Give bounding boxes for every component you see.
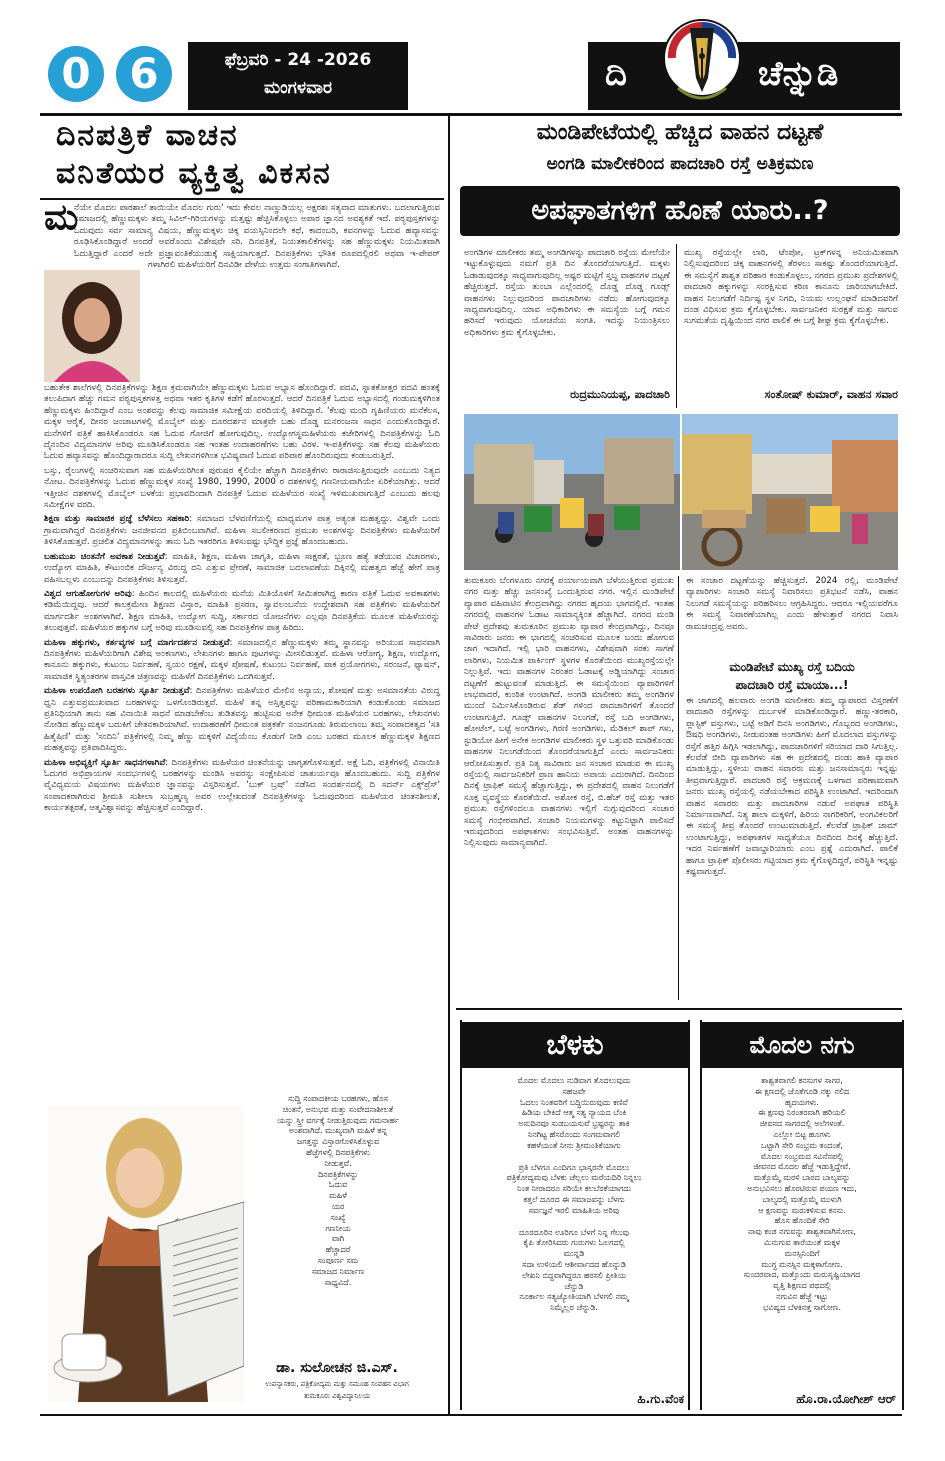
nagu-line: ಸುಂದರವಾದ, ಮತ್ತೊಂದು ಮರುಸೃಷ್ಟಿಯಾಗದ	[743, 1270, 861, 1280]
right-col-b: ಈ ಸಂಚಾರ ದಟ್ಟಣೆಯನ್ನು ಹೆಚ್ಚಿಸುತ್ತದೆ. 2024 ರಲ್ಲಿ, ಮಂಡಿಪೇಟೆ ವ್ಯಾಪಾರಿಗಳು ಸಂಚಾರಿ ಸಮಸ್ಯೆ ನಿವಾರಿಸಲು ಪ್ರತಿಭಟನೆ ನಡೆಸಿ, ವಾಹನ ನಿಲುಗಡೆ ಸಮಸ್ಯೆಯನ್ನು ಪರಿಹರಿಸಲು ಆಗ್ರಹಿಸಿದ್ದರು. ಆದರೂ ಇಲ್ಲಿಯವರೆಗೂ ಈ ಸಮಸ್ಯೆ ನಿವಾರಣೆಯಾಗಿಲ್ಲ ಎಂದು ಹೇಳುತ್ತಾರೆ ನಗರದ ನಿವಾಸಿ ರಾಮಚಂದ್ರಪ್ಪ ಅವರು.	[686, 576, 898, 632]
left-closing-poem	[236, 1094, 440, 1288]
belaku-line: ಪ್ರತಿ ಬೆಳಗೂ ಎಂದಿಗೂ ಭಾಸ್ಕರನೇ ಮೊದಲು	[518, 1162, 630, 1172]
closing-line: ಯರ	[331, 1201, 345, 1211]
author-name: ಡಾ. ಸುಲೋಚನ ಜಿ.ಎಸ್.	[276, 1360, 398, 1376]
date-block	[188, 42, 408, 110]
left-dropcap: ಮ	[44, 197, 79, 238]
nagu-line: ಮುಗ್ಧ ಮನಸ್ಸಿನ ಮಕ್ಕಳಾಗೋಣ.	[761, 1259, 843, 1269]
left-sec4-text: : ಸಮಾಜದಲ್ಲಿನ ಹೆಣ್ಣುಮಕ್ಕಳು ತಮ್ಮ ಸ್ಥಾನವನ್ನು ಅರಿಯುವ ಸಾಧನವಾಗಿ ದಿನಪತ್ರಿಕೆಗಳು ಮಹಿಳೆಯರಿಗಾಗಿ ವಿಶೇಷ ಅಂಕಣಗಳು, ಲೇಖನಗಳು ಹಾಗೂ ಪುಟಗಳನ್ನು ಮೀಸಲಿಡುತ್ತವೆ. ಮಹಿಳಾ ಆರೋಗ್ಯ, ಶಿಕ್ಷಣ, ಉದ್ಯೋಗ, ಕಾನೂನು ಹಕ್ಕುಗಳು, ಕುಟುಂಬ ನಿರ್ವಹಣೆ, ಸ್ವಯಂ ರಕ್ಷಣೆ, ಮಕ್ಕಳ ಪೋಷಣೆ, ಕುಟುಂಬ ನಿರ್ವಹಣೆ, ಪಾಕ ಪ್ರಯೋಗಗಳು, ಸರಂಜನೆ, ಫ್ಯಾಷನ್, ಸಾಮಾಜಿಕ ಸ್ಥಿತ್ಯಂತರಗಳ ವಾಸ್ತವಿಕ ಚಿತ್ರಣವನ್ನು ಮಹಿಳೆಗೆ ದಿನಪತ್ರಿಕೆಗಳು ಒದಗಿಸುತ್ತವೆ.	[44, 637, 440, 682]
left-sec6-head: ಮಹಿಳಾ ಅಭಿವ್ಯಕ್ತಿಗೆ ಸ್ಫೂರ್ತಿ ಸಾಧನಗಳಾಗಿವೆ	[44, 757, 166, 768]
closing-line: ಜಗತ್ತನ್ನು ವಿಸ್ತಾರಗೊಳಿಸಿಕೊಳ್ಳುವ	[296, 1137, 380, 1147]
closing-line: ನೀಡುತ್ತವೆ.	[324, 1158, 352, 1168]
belaku-poem	[464, 1076, 684, 1314]
date-text: ಫೆಬ್ರವರಿ - 24 -2026	[224, 50, 372, 70]
nagu-line: ಹೃದಯಗಳು.	[785, 1097, 819, 1107]
letters-divider	[676, 244, 677, 408]
belaku-author: ಹಿ.ಗು.ವೆಂಕ	[637, 1392, 684, 1406]
letter-2-signature: ಸಂತೋಷ್ ಕುಮಾರ್, ವಾಹನ ಸವಾರ	[764, 388, 898, 401]
belaku-line: ಕತ್ತಲೆ ದೂರದ ಈ ಸಮಾಜವನ್ನು ಬೆಳಗು	[523, 1194, 625, 1204]
left-sec3	[44, 589, 440, 635]
left-body-1: ಬಹುತೇಕ ಶಾಲೆಗಳಲ್ಲಿ ದಿನಪತ್ರಿಕೆಗಳನ್ನು ಶಿಕ್ಷಣ ಕ್ರಮವಾಗಿಯೇ ಹೆಣ್ಣುಮಕ್ಕಳು ಓದುವ ಅಭ್ಯಾಸ ಹೊಂದಿದ್ದಾರೆ. ಪದವಿ, ಸ್ನಾತಕೋತ್ತರ ಪದವಿ ಹಂತಕ್ಕೆ ತಲುಪಿದಾಗ ಹೆಚ್ಚು ಗಮನ ಪಠ್ಯಪುಸ್ತಕಗಳತ್ತ ಅಥವಾ ಇತರ ಕೃತಿಗಳ ಕಡೆಗೆ ಹೊರಳುತ್ತದೆ. ಆದರೆ ದಿನಪತ್ರಿಕೆ ಓದುವ ಅಭ್ಯಾಸದಲ್ಲಿ ಗಂಡುಮಕ್ಕಳಿಗಿಂತ ಹೆಣ್ಣುಮಕ್ಕಳು ಹಿಂದಿದ್ದಾರೆ ಎಂಬ ಅಂಶವನ್ನು ಕೆಲವು ಸಾಮಾಜಿಕ ಸಮೀಕ್ಷೆಯ ವರದಿಯಲ್ಲಿ ತಿಳಿದಿದ್ದಾರೆ. 'ಕೆಲವು ಮಂದಿ ಗೃಹಿಣಿಯರು ಮನೆಕೆಲಸ, ಮಕ್ಕಳ ಆರೈಕೆ, ದೀನರ ಜಂಜಾಟಗಳಲ್ಲಿ ಮೊಬೈಲ್ ಮತ್ತು ದೂರದರ್ಶನ ಮಾತ್ರವೇ ಬಹು ದೊಡ್ಡ ಮನರಂಜನಾ ಸಾಧನ ಎಂದುಕೊಂಡಿದ್ದಾರೆ. ಮನೆಗಳಿಗೆ ಪತ್ರಿಕೆ ಹಾಕಿಸಿಕೊಂಡರೂ ಸಹ ಓದುವ ಗೋಜಿಗೆ ಹೋಗುವುದಿಲ್ಲ. ಉದ್ಯೋಗಸ್ಥಮಹಿಳೆಯರು ಕಚೇರಿಗಳಲ್ಲಿ ದಿನಪತ್ರಿಕೆಗಳನ್ನು ಓದಿ ದೈನಂದಿನ ವಿದ್ಯಮಾನಗಳ ಅರಿವು ಮೂಡಿಸಿಕೊಂಡರೂ ಸಹ ಇಂತಹ ಉದಾಹರಣೆಗಳು ಬಹು ವಿರಳ. ಇ-ಪತ್ರಿಕೆಗಳನ್ನು ಸಹ ಕೆಲವು ಮಹಿಳೆಯರು ಓದುವ ಹವ್ಯಾಸವನ್ನು ಹೊಂದಿದ್ದಾರಾದರೂ ಸುದ್ದಿ ಲೇಖನಗಳಿಗಿಂತ ಭವಿಷ್ಯವಾಣಿ ಓದುವ ಪರಿಪಾಠ ಹೊಂದಿರುವುದು ಕಂಡುಬರುತ್ತಿದೆ.	[44, 383, 440, 462]
left-sec5	[44, 686, 440, 754]
traffic-photo-1	[464, 414, 680, 570]
left-body-2: ಬಸ್ಸು, ರೈಲುಗಳಲ್ಲಿ ಸಂಚರಿಸುವಾಗ ಸಹ ಮಹಿಳೆಯರಿಗಿಂತ ಪುರುಷರ ಕೈಲಿಯೇ ಹೆಚ್ಚಾಗಿ ದಿನಪತ್ರಿಕೆಗಳು ರಾರಾಜಿಸುತ್ತಿರುವುದೇ ಎಂಬುದು ನಿತ್ಯದ ನೋಟ. ದಿನಪತ್ರಿಕೆಗಳನ್ನು ಓದುವ ಹೆಣ್ಣುಮಕ್ಕಳ ಸಂಖ್ಯೆ 1980, 1990, 2000 ರ ದಶಕಗಳಲ್ಲಿ ಗಣನೀಯವಾಗಿಯೇ ಏರಿಕೆಯಾಗಿತ್ತು. ಆದರೆ ಇತ್ತೀಚಿನ ದಶಕಗಳಲ್ಲಿ ಮೊಬೈಲ್ ಬಳಕೆಯ ಪ್ರಭಾವದಿಂದಾಗಿ ದಿನಪತ್ರಿಕೆ ಓದುವ ಮಹಿಳೆಯರ ಸಂಖ್ಯೆ ಇಳಿಮುಖವಾಗುತ್ತಿದೆ ಎಂಬುದು ಹಲವು ಸಮೀಕ್ಷೆಗಳ ವರದಿ.	[44, 465, 440, 511]
closing-line: ಚಿಂತನೆ, ಅನುಭವ ಮತ್ತು ಸಂವೇದನಾಶೀಲತೆ	[282, 1104, 394, 1114]
closing-line: ಸಂಪೂರ್ಣ ಸಮ	[317, 1255, 359, 1265]
left-sec1-text: : ಸಮಾಜದ ಬೆಳವಣಿಗೆಯಲ್ಲಿ ಮಾಧ್ಯಮಗಳ ಪಾತ್ರ ಅತ್ಯಂತ ಮಹತ್ವದ್ದು. ವಿಶ್ವವೇ ಒಂದು ಗ್ರಾಮವಾಗಿದ್ದರೆ ದಿನಪತ್ರಿಕೆಗಳು ಜನಜೀವನದ ಪ್ರತಿಬಿಂಬವಾಗಿವೆ. ಮಹಿಳಾ ಸಬಲೀಕರಣದ ಪ್ರಮುಖ ಅಂಶಗಳನ್ನು ದಿನಪತ್ರಿಕೆಗಳು ಮಹಿಳೆಯರಿಗೆ ತಿಳಿಸಿಕೊಡುತ್ತವೆ. ಪ್ರಚಲಿತ ವಿದ್ಯಮಾನಗಳನ್ನು ತಾನು ಓದಿ ಇತರರಿಗೂ ತಿಳಿಸುವಷ್ಟು ಭೌದ್ಧಿಕ ಪ್ರಜ್ಞೆ ಹೊಂದಬಹುದು.	[44, 514, 440, 548]
belaku-line: ಓದಲು ನಿಂತವರಿಗೆ ಬದ್ಧಿಯಿರುವುದು ಕಣಿವೆ	[520, 1097, 628, 1107]
letter-1-signature: ರುದ್ರಮುನಿಯಪ್ಪ, ಪಾದಚಾರಿ	[570, 388, 670, 401]
belaku-line: ಸದಾ ಉಳಿಯಲಿ ಆಶೀರ್ವಾದದ ಹೊನ್ನುಡಿ	[522, 1259, 626, 1269]
nagu-line: ಒಟ್ಟಾಗಿ ಸೇರಿ ಸಂಭ್ರಮ ತಂದಂತೆ,	[761, 1140, 843, 1150]
left-title-rule	[40, 198, 444, 200]
sub-head-1: ಮಂಡಿಪೇಟೆ ಮುಖ್ಯ ರಸ್ತೆ ಬದಿಯ	[729, 660, 855, 674]
left-sec4	[44, 638, 440, 684]
nagu-line: ನಾವು ಕಂಡ ನಗುವನ್ನು ಶಾಶ್ವತವಾಗಿಸೋಣ,	[748, 1227, 856, 1237]
letter-1: ಅಂಗಡಿಗಳ ಮಾಲೀಕರು ತಮ್ಮ ಅಂಗಡಿಗಳನ್ನು ಪಾದಚಾರಿ ರಸ್ತೆಯ ಮೇಲೆಯೇ ಇಟ್ಟುಕೊಳ್ಳುವುದು ನಮಗೆ ಪ್ರತಿ ದಿನ ತೊಂದರೆಯಾಗುತ್ತಿದೆ. ಮಕ್ಕಳು ಓಡಾಡುವುದಕ್ಕೂ ಸಾಧ್ಯವಾಗುವುದಿಲ್ಲ ಅಷ್ಟರ ಮಟ್ಟಿಗೆ ಸ್ತಬ್ಧ ವಾಹನಗಳ ದಟ್ಟಣೆ ಹೆಚ್ಚಿರುತ್ತದೆ. ರಸ್ತೆಯ ತುಂಬಾ ಎಲ್ಲೆಂದರಲ್ಲಿ ದೊಡ್ಡ ದೊಡ್ಡ ಗೂಡ್ಸ್ ವಾಹನಗಳು ನಿಲ್ಲುವುದರಿಂದ ಪಾದಚಾರಿಗಳು ನಡೆದು ಹೋಗುವುದಕ್ಕೂ ಸಾಧ್ಯವಾಗುವುದಿಲ್ಲ. ಯಾವ ಅಧಿಕಾರಿಗಳು ಈ ಸಮಸ್ಯೆಯ ಬಗ್ಗೆ ಗಮನ ಹರಿಸದೆ ಇರುವುದು ಯೋಚನೆಯ ಸಂಗತಿ. ಇದನ್ನು ನಿಯಂತ್ರಿಸಲು ಅಧಿಕಾರಿಗಳು ಕ್ರಮ ಕೈಗೊಳ್ಳಬೇಕು.	[464, 248, 670, 338]
right-headline-2: ಅಂಗಡಿ ಮಾಲೀಕರಿಂದ ಪಾದಚಾರಿ ರಸ್ತೆ ಅತಿಕ್ರಮಣ	[546, 154, 814, 174]
nagu-line: ಈ ಕ್ಷಣದಲ್ಲಿ ಜೊತೆಗೂಡಿ ನಕ್ಕು ನಲಿದ	[754, 1086, 850, 1096]
nagu-line: ವೃತ್ತಿ ಶಿಕ್ಷಣದ ಪಥದಲ್ಲಿ	[773, 1281, 831, 1291]
pen-emblem-logo	[660, 8, 744, 112]
belaku-line: ಲೇಖನಿ ಬಿದ್ದವಾಗಿದ್ದರೂ ಹರಸಲಿ ಪ್ರೀತಿಯ	[521, 1270, 627, 1280]
letter-2: ಮುಖ್ಯ ರಸ್ತೆಯಲ್ಲೇ ಲಾರಿ, ಟೆಂಪೋ, ಟ್ರಕ್‌ಗಳನ್ನ ಅನಿಯಮಿತವಾಗಿ ನಿಲ್ಲಿಸುವುದರಿಂದ ಚಿಕ್ಕ ವಾಹನಗಳಲ್ಲಿ ತೆರಳಲು ಸಾಕಷ್ಟು ತೊಂದರೆಯಾಗುತ್ತಿದೆ. ಈ ಸಮಸ್ಯೆಗೆ ಶಾಶ್ವತ ಪರಿಹಾರ ಕಂಡುಕೊಳ್ಳಲು, ನಗರದ ಪ್ರಮುಖ ಪ್ರದೇಶಗಳಲ್ಲಿ ಪಾದಚಾರಿ ಹಕ್ಕುಗಳನ್ನು ಸಂರಕ್ಷಿಸುವ ಕಠಿಣ ಕಾನೂನು ಜಾರಿಯಾಗಬೇಕಿದೆ. ವಾಹನ ನಿಲುಗಡೆಗೆ ನಿರ್ದಿಷ್ಟ ಸ್ಥಳ ನಿಗದಿ, ನಿಯಮ ಉಲ್ಲಂಘನೆ ಮಾಡಿದವರಿಗೆ ದಂಡ ವಿಧಿಸುವ ಕ್ರಮ ಕೈಗೊಳ್ಳಬೇಕು. ಸಾರ್ವಜನಿಕರ ಸುರಕ್ಷತೆ ಮತ್ತು ಸಾಗುವ ಸುಗಮತೆಯ ದೃಷ್ಟಿಯಿಂದ ನಗರ ಪಾಲಿಕೆ ಈ ಬಗ್ಗೆ ಶೀಘ್ರ ಕ್ರಮ ಕೈಗೊಳ್ಳಬೇಕು.	[684, 248, 898, 327]
modala-nagu-title: ಮೊದಲ ನಗು	[700, 1022, 904, 1068]
nagu-line: ಮಿನುಗುವ ತಾರೆಯಂತೆ ಮಕ್ಕಳ	[763, 1237, 841, 1247]
closing-line: ಸಂಖ್ಯೆ	[330, 1212, 346, 1222]
nagu-line: ಭವಿಷ್ಯದ ಬೆಳಕಿನತ್ತ ಸಾಗೋಣ.	[762, 1302, 841, 1312]
left-article-title-1: ದಿನಪತ್ರಿಕೆ ವಾಚನ	[56, 118, 239, 153]
left-sec6	[44, 758, 440, 815]
belaku-line: ಹಿಡಿಯ ಬೇಕಿದೆ ಆತ್ಮ ಸತ್ಯ ನ್ಯಾಯದ ಬೆಂಕಿ	[521, 1108, 627, 1118]
left-sec2	[44, 552, 440, 586]
nagu-line: ಶಾಶ್ವತವಾಗಲಿ ಕನಸುಗಳ ಸಾಗರ,	[761, 1076, 843, 1085]
left-sec6-text: : ದಿನಪತ್ರಿಕೆಗಳು ಮಹಿಳೆಯರ ಚಿಂತನೆಯನ್ನು ಜಾಗೃತಗೊಳಿಸುತ್ತವೆ. ಅಕ್ಷೆ ಓದಿ, ಪತ್ರಿಕೆಗಳಲ್ಲಿ ವಿನಾಯಿತಿ ಓದುಗರ ಅಭಿಪ್ರಾಯಗಳ ಸಂದರ್ಭಗಳಲ್ಲಿ ಬರಹಗಳನ್ನು ಮಂಡಿಸಿ ಅವರನ್ನು ಸಂಕ್ಷೇಪಿಸುವ ಚಾತುರ್ಯವೂ ಹೊಂದಬಹುದು. ಸುದ್ದಿ ಪತ್ರಿಕೆಗಳ ವೈವಿಧ್ಯಮಯ ವಿಷಯಗಳು ಮಹಿಳೆಯರ ಜ್ಞಾನವನ್ನು ವಿಸ್ತರಿಸುತ್ತವೆ. 'ಬುಕ್ ಬ್ರಷ್' ನಡೆಸಿದ ಸಂದರ್ಶನದಲ್ಲಿ ದಿ ಸದರ್ನ್ ಎಕ್ಸ್‌ಪ್ರೆಸ್' ಸಂಪಾದಕರಾಗಿರುವ ಶ್ರೀಮತಿ ಸುಶೀಲಾ ಸುಬ್ರಹ್ಮಣ್ಯ ಅವರ ಉಲ್ಲೇಖದಂತೆ ದಿನಪತ್ರಿಕೆಗಳನ್ನು ಓದುವುದರಿಂದ ಮಹಿಳೆಯರ ಚಿಂತನಶೀಲತೆ, ಕಾರ್ಯತತ್ಪರತೆ, ಆತ್ಮವಿಶ್ವಾಸವನ್ನು ಹೆಚ್ಚಿಸುತ್ತವೆ ಎಂದಿದ್ದಾರೆ.	[44, 757, 440, 814]
belaku-line: ಕಹಳೆಯಂತೆ ನೀನು ಶ್ರೀಮಂತಿಕೆಯಾಗು	[527, 1140, 621, 1150]
right-col-a: ತುಮಕೂರು ಬೆಂಗಳೂರು ನಗರಕ್ಕೆ ಪರ್ಯಾಯವಾಗಿ ಬೆಳೆಯುತ್ತಿರುವ ಪ್ರಮುಖ ನಗರ ಮತ್ತು ಹೆಚ್ಚು ಜನಸಂಖ್ಯೆ ಒಂದುತ್ತಿರುವ ನಗರ. ಇಲ್ಲಿನ ಮಂಡಿಪೇಟೆ ವ್ಯಾಪಾರ ವಹಿವಾಟಿನ ಕೇಂದ್ರವಾಗಿದ್ದು ನಗರದ ಹೃದಯ ಭಾಗದಲ್ಲಿದೆ. ಇಂತಹ ನಗರದಲ್ಲಿ ವಾಹನಗಳ ಓಡಾಟ ಸಾಮಾನ್ಯಕ್ಕಿಂತ ಹೆಚ್ಚಾಗಿದೆ. ನಗರದ ಮಂಡಿ ಪೇಟೆ ಪ್ರದೇಶವು ತುಮಕೂರಿನ ಪ್ರಮುಖ ವ್ಯಾಪಾರ ಕೇಂದ್ರವಾಗಿದ್ದು, ದಿನವೂ ಸಾವಿರಾರು ಜನರು ಈ ಭಾಗದಲ್ಲಿ ಸಂಚರಿಸುವ ಮೂಲಕ ಬಂದು ಹೋಗುವ ಜಾಗ ಇದಾಗಿದೆ. ಇಲ್ಲಿ ಭಾರಿ ವಾಹನಗಳು, ವಿಶೇಷವಾಗಿ ಸರಕು ಸಾಗಣೆ ಲಾರಿಗಳು, ನಿಯಮಿತ ಪಾರ್ಕಿಂಗ್ ಸ್ಥಳಗಳ ಕೊರತೆಯಿಂದ ಮುಖ್ಯರಸ್ತೆಯಲ್ಲೇ ನಿಲ್ಲುತ್ತಿವೆ. ಇದು ವಾಹನಗಳ ನಿರಂತರ ಓಡಾಟಕ್ಕೆ ಅಡ್ಡಿಯಾಗಿದ್ದು ಸಂಚಾರ ದಟ್ಟಣೆಗೆ ಹುಟ್ಟುವಂತೆ ಮಾಡುತ್ತಿದೆ. ಈ ಸಮಸ್ಯೆಯಿಂದ ವ್ಯಾಪಾರಿಗಳಿಗೆ ಲಾಭವಾದರೆ, ಕುಂಠಿತ ಉಂಟಾಗಿದೆ. ಅಂಗಡಿ ಮಾಲೀಕರು ತಮ್ಮ ಅಂಗಡಿಗಳ ಮುಂದೆ ನಿರ್ಮಿಸಿಕೊಂಡಿರುವ ಶೆಡ್ ಗಳಿಂದ ಪಾದಚಾರಿಗಳಿಗೆ ತೊಂದರೆ ಉಂಟಾಗುತ್ತಿದೆ. ಗೂಡ್ಸ್ ವಾಹನಗಳ ನಿಲುಗಡೆ, ರಸ್ತೆ ಬದಿ ಅಂಗಡಿಗಳು, ಹೋಟೆಲ್, ಬಟ್ಟೆ ಅಂಗಡಿಗಳು, ಗಿರಣಿ ಅಂಗಡಿಗಳು, ಮೆಡಿಕಲ್ ಶಾಪ್ ಗಳು, ಸ್ಟುಡಿಯೋ ಹೀಗೆ ಅನೇಕ ಅಂಗಡಿಗಳ ಮಾಲೀಕರು ಸ್ಥಳ ಒತ್ತುವರಿ ಮಾಡಿಕೊಂಡು ವಾಹನಗಳ ನಿಲುಗಡೆಯಿಂದ ತೊಂದರೆಯಾಗುತ್ತಿದೆ ಎಂದು ಸಾರ್ವಜನಿಕರು ಆರೋಪಿಸುತ್ತಾರೆ. ಪ್ರತಿ ನಿತ್ಯ ಸಾವಿರಾರು ಜನ ಸಂಚಾರ ಮಾಡುವ ಈ ಮುಖ್ಯ ರಸ್ತೆಯಲ್ಲಿ ಸಾರ್ವಜನಿಕರಿಗೆ ಪ್ರಾಣ ಹಾನಿಯ ಅಪಾಯ ಎದುರಾಗಿದೆ. ದಿನದಿಂದ ದಿನಕ್ಕೆ ಟ್ರಾಫಿಕ್ ಸಮಸ್ಯೆ ಹೆಚ್ಚಾಗುತ್ತಿದ್ದು, ಈ ಪ್ರದೇಶದಲ್ಲಿ ವಾಹನ ನಿಲುಗಡೆಗೆ ಸೂಕ್ತ ವ್ಯವಸ್ಥೆಯ ಕೊರತೆಯಿದೆ. ಅಶೋಕ ರಸ್ತೆ, ಬಿ.ಹೆಚ್ ರಸ್ತೆ ಮತ್ತು ಇತರ ಪ್ರಮುಖ ರಸ್ತೆಗಳಿಂದಲೂ ವಾಹನಗಳು ಇಲ್ಲಿಗೆ ನುಗ್ಗುವುದರಿಂದ ಸಂಚಾರ ಸಮಸ್ಯೆ ಗಂಭೀರವಾಗಿದೆ. ಸಂಚಾರಿ ನಿಯಮಗಳನ್ನು ಕಟ್ಟುನಿಟ್ಟಾಗಿ ಪಾಲಿಸದೆ ಇರುವುದರಿಂದ ಅಪಘಾತಗಳು ಸಂಭವಿಸುತ್ತಿವೆ. ಅಂತಹ ವಾಹನಗಳನ್ನು ನಿಲ್ಲಿಸುವುದು ಸಾಮಾನ್ಯವಾಗಿದೆ.	[464, 576, 674, 849]
nagu-line: ಈ ಕ್ಷಣವು ನಿರಂತರವಾಗಿ ಹರಿಯಲಿ	[758, 1108, 846, 1118]
left-sec2-head: ಬಹುಮುಖ ಚಿಂತನೆಗೆ ಅವಕಾಶ ನೀಡುತ್ತವೆ	[44, 551, 165, 562]
closing-line: ಹೆಚ್ಚಾದರೆ	[325, 1245, 351, 1255]
nagu-line: ಮೊದಲ ಸಂಭ್ರಮದ ಸವಿನೆನಪಲ್ಲಿ	[760, 1151, 844, 1161]
closing-line: ಓದುವ	[328, 1180, 348, 1190]
closing-line: ಸಾಧ್ಯವಿದೆ.	[324, 1277, 352, 1287]
belaku-line: ನಿಮ್ಮೆಲ್ಲರ ಚೆನ್ನುಡಿ.	[550, 1303, 598, 1313]
belaku-line: ನಿನಗಿಟ್ಟ ಹೆಸರೊಂದು ಸಂಗಮವಾಗಲಿ	[527, 1129, 621, 1139]
belaku-line: ಚೆನ್ನುಡಿ	[564, 1281, 584, 1291]
left-sec4-head: ಮಹಿಳಾ ಹಕ್ಕುಗಳು, ಕರ್ತವ್ಯಗಳ ಬಗ್ಗೆ ಮಾರ್ಗದರ್ಶನ ನೀಡುತ್ತವೆ	[44, 637, 230, 648]
left-sec1	[44, 514, 440, 548]
modala-nagu-poem	[704, 1076, 900, 1314]
paper-title-right: ಚೆನ್ನುಡಿ	[758, 54, 839, 94]
closing-line: ಸಮಾಜದ ನಿರ್ಮಾಣ	[311, 1266, 365, 1276]
nagu-line: ನಗುವಿನ ಹೆಜ್ಜೆ ಇಟ್ಟು	[776, 1291, 828, 1301]
author-designation: ಉಪನ್ಯಾಸಕರು, ಪತ್ರಿಕೋದ್ಯಮ ಮತ್ತು ಸಮೂಹ ಸಂವಹನ ವಿಭಾಗ	[265, 1380, 409, 1388]
left-sec3-text: : ಹಿಂದಿನ ಕಾಲದಲ್ಲಿ ಮಹಿಳೆಯರು ಮನೆಯ ಮಿತಿಯೊಳಗೆ ಸೀಮಿತರಾಗಿದ್ದ ಕಾರಣ ಪತ್ರಿಕೆ ಓದುವ ಅವಕಾಶಗಳು ಕಡಿಮೆಯಿದ್ದವು. ಆದರೆ ಕಾಲಕ್ರಮೇಣ ಶಿಕ್ಷಣದ ವಿಸ್ತಾರ, ಮಾಹಿತಿ ಪ್ರಸರಣ, ಸ್ವಾವಲಂಬನೆಯ ಉದ್ದೇಶವಾಗಿ ಸಹ ಪತ್ರಿಕೆಗಳು ಮಹಿಳೆಯರಿಗೆ ಮಾರ್ಗದರ್ಶಿ ಅಂಶಗಳಾಗಿವೆ. ಶಿಕ್ಷಣ ಮಾಹಿತಿ, ಉದ್ಯೋಗ ಸುದ್ದಿ, ಸರ್ಕಾರದ ಯೋಜನೆಗಳು ಎಲ್ಲವೂ ದಿನಪತ್ರಿಕೆಯ ಮೂಲಕ ಮಹಿಳೆಯರನ್ನು ತಲುಪುತ್ತವೆ. ಮಹಿಳೆಯರ ಹಕ್ಕುಗಳ ಬಗ್ಗೆ ಅರಿವು ಮೂಡಿಸುವಲ್ಲಿ ಸಹ ದಿನಪತ್ರಿಕೆಗಳ ಪಾತ್ರ ಹಿರಿದು.	[44, 588, 440, 634]
belaku-line: ಅನುದಿನವೂ ಸುಡಬಯಸುವೆ ಭ್ರಷ್ಟರನ್ನು ತಾಕಿ	[518, 1119, 630, 1129]
closing-line: ಸುದ್ದಿ ಸಂಪಾದಕೀಯ ಬರಹಗಳು, ಹೊಸ	[287, 1094, 388, 1103]
modala-nagu-author: ಹೊ.ರಾ.ಯೋಗೀಶ್ ಆರ್	[796, 1392, 896, 1406]
woman-reading-newspaper-image	[48, 1106, 244, 1402]
left-article-title-2: ವನಿತೆಯರ ವ್ಯಕ್ತಿತ್ವ ವಿಕಸನ	[56, 156, 332, 191]
nagu-line: ಬಾಲ್ಯದಲ್ಲಿ ಮತ್ತೊಮ್ಮೆ ಮುಳುಗಿ	[762, 1194, 842, 1204]
belaku-line: ಪತ್ರಿಕೋದ್ಯಮವು ಬೆಳಕು ಚೆಲ್ಲಲು ಮರೆಯದಿರಿ ನಿನ್ನಲು	[506, 1173, 642, 1183]
nagu-line: ಎಲ್ಲೋ ಬಿಟ್ಟ ಹೂಗಳು	[773, 1129, 831, 1139]
paper-title-block	[588, 42, 900, 110]
nagu-line: ಹೊಸ ಹೊಂದಿಕೆ ಸೇರಿ	[774, 1216, 830, 1226]
nagu-line: ಜೀವನದ ಮೊದಲ ಹೆಜ್ಜೆ ಇಡುತ್ತಿದ್ದೇವೆ.	[753, 1162, 851, 1172]
nagu-line: ಮನಸ್ಸಿನಿಂದಿಗೆ	[784, 1248, 820, 1258]
nagu-line: ಮತ್ತೊಮ್ಮೆ ಮರಳಿ ಬಾರದ ಬಾಲ್ಯವನ್ನು	[753, 1173, 851, 1183]
bottom-rule	[40, 1414, 902, 1416]
belaku-line: ಸಹಜವೇ	[562, 1086, 586, 1096]
belaku-line: ನೂರ್ಕಾಲ ಸತ್ಯಜ್ಯೋತಿಯಾಗಿ ಬೆಳಗಲಿ ನಮ್ಮ	[519, 1292, 629, 1302]
belaku-line: ಮುನ್ನಡಿ	[563, 1249, 585, 1259]
belaku-line: ಮೊದಲ ಮೊದಲು ನುಡಿವಾಗ ತೊದಲುವುದು	[517, 1076, 631, 1085]
sub-head-2: ಪಾದಚಾರಿ ರಸ್ತೆ ಮಾಯಾ...!	[735, 678, 849, 692]
closing-line: ಯನ್ನು ಸ್ತ್ರೀ ವರ್ಗಕ್ಕೆ ನೀಡುತ್ತಿರುವುದು ಗಮನಾರ್ಹ	[277, 1115, 399, 1125]
nagu-line: ಆ ಕ್ಷಣವನ್ನು ಮರುಕಳಿಸುವ ಕನಸು.	[758, 1205, 846, 1215]
right-col-b2: ಈ ಜಾಗದಲ್ಲಿ ಹಲವಾರು ಅಂಗಡಿ ಮಾಲೀಕರು ತಮ್ಮ ವ್ಯಾಪಾರದ ವಿಸ್ತರಣೆಗೆ ಪಾದಚಾರಿ ರಸ್ತೆಗಳನ್ನು ದುರ್ಬಳಕೆ ಮಾಡಿಕೊಂಡಿದ್ದಾರೆ. ಹಣ್ಣು-ತರಕಾರಿ, ಪ್ಲಾಸ್ಟಿಕ್ ವಸ್ತುಗಳು, ಬಟ್ಟೆ ಅಡಿಗೆ ದಿನಸಿ ಅಂಗಡಿಗಳು, ಗೊಬ್ಬರದ ಅಂಗಡಿಗಳು, ಔಷಧಿ ಅಂಗಡಿಗಳು, ನೀಡುವಂತಹ ಅಂಗಡಿಗಳು ಹೀಗೆ ಮೊದಲಾದ ವಸ್ತುಗಳನ್ನು ರಸ್ತೆಗೆ ಹತ್ತಿರ ಹಿಗ್ಗಿಸಿ ಇಡಲಾಗಿದ್ದು, ಪಾದಚಾರಿಗಳಿಗೆ ಸರಿಯಾದ ದಾರಿ ಸಿಗುತ್ತಿಲ್ಲ. ಕೆಲವೆಡೆ ಬೀದಿ ವ್ಯಾಪಾರಿಗಳು ಸಹ ಈ ಪ್ರದೇಶದಲ್ಲಿ ದಂಡು ಹಾಕಿ ವ್ಯಾಪಾರ ಮಾಡುತ್ತಿದ್ದು, ಸ್ಥಳೀಯ ವಾಹನ ಸವಾರರು ಮತ್ತು ಜನಸಾಮಾನ್ಯರು ಇನ್ನಷ್ಟು ತೀವ್ರವಾಗುತ್ತಿದ್ದಾರೆ. ಪಾದಚಾರಿ ರಸ್ತೆ ಆಕ್ರಮಣಕ್ಕೆ ಒಳಗಾದ ಪರಿಣಾಮವಾಗಿ ಜನರು ಮುಖ್ಯ ರಸ್ತೆಯಲ್ಲಿ ನಡೆಯಬೇಕಾದ ಪರಿಸ್ಥಿತಿ ಉಂಟಾಗಿದೆ. ಇದರಿಂದಾಗಿ ವಾಹನ ಸವಾರರು ಮತ್ತು ಪಾದಚಾರಿಗಳ ನಡುವೆ ಅಪಘಾತ ಪರಿಸ್ಥಿತಿ ನಿರ್ಮಾಣವಾಗಿದೆ. ನಿತ್ಯ ಶಾಲಾ ಮಕ್ಕಳಿಗೆ, ಹಿರಿಯ ನಾಗರಿಕರಿಗೆ, ಅಂಗವಿಕಲರಿಗೆ ಈ ಸಮಸ್ಯೆ ತೀವ್ರ ತೊಂದರೆ ಉಂಟುಮಾಡುತ್ತಿದೆ. ಕೆಲವೆಡೆ ಟ್ರಾಫಿಕ್ ಜಾಮ್ ಉಂಟಾಗುತ್ತಿದ್ದು, ಅಪಘಾತಗಳ ಸಾಧ್ಯತೆಯೂ ದಿನದಿಂದ ದಿನಕ್ಕೆ ಹೆಚ್ಚುತ್ತಿದೆ. ಇದರ ನಿರ್ವಹಣೆಗೆ ಜವಾಬ್ದಾರಿಯಾರು ಎಂಬ ಪ್ರಶ್ನೆ ಎದುರಾಗಿದೆ. ಪಾಲಿಕೆ ಹಾಗೂ ಟ್ರಾಫಿಕ್ ಪೊಲೀಸರು ಗಟ್ಟಿಯಾದ ಕ್ರಮ ಕೈಗೊಳ್ಳದಿದ್ದರೆ, ಪರಿಸ್ಥಿತಿ ಇನ್ನಷ್ಟು ಕಷ್ಟವಾಗುತ್ತದೆ.	[686, 696, 898, 878]
poems-top-rule	[456, 1008, 902, 1010]
weekday-text: ಮಂಗಳವಾರ	[263, 78, 333, 98]
closing-line: ದಿನಪತ್ರಿಕೆಗಳನ್ನು	[318, 1169, 358, 1179]
left-sec5-head: ಮಹಿಳಾ ಉಪಯೋಗಿ ಬರಹಗಳು ಸ್ಫೂರ್ತಿ ನೀಡುತ್ತವೆ	[44, 686, 190, 697]
page-number-digit-1: 0	[48, 46, 104, 102]
left-sec3-head: ವಿಶ್ವದ ಆಗುಹೋಗುಗಳ ಅರಿವು	[44, 588, 132, 599]
left-article-body	[44, 383, 440, 818]
traffic-photo-2	[682, 414, 898, 570]
author-university: ತುಮಕೂರು ವಿಶ್ವವಿದ್ಯಾನಿಲಯ	[303, 1392, 371, 1400]
closing-line: ಗಣನೀಯ	[325, 1223, 351, 1233]
left-sec5-text: : ದಿನಪತ್ರಿಕೆಗಳು ಮಹಿಳೆಯರ ಮೇಲಿನ ಅನ್ಯಾಯ, ಶೋಷಣೆ ಮತ್ತು ಅಸಮಾನತೆಯ ವಿರುದ್ಧ ಧ್ವನಿ ಎತ್ತುವಪ್ರಮುಖವಾದ ಬರಹಗಳನ್ನು ಒಳಗೊಂಡಿರುತ್ತವೆ. ಮಹಿಳೆ ತನ್ನ ಅಸ್ತಿತ್ವವನ್ನು ಪರಿಣಾಮಕಾರಿಯಾಗಿ ಕಂಡುಕೊಂಡು ಸಮಾಜದ ಪ್ರತಿನಿಧಿಯಾಗಿ ತಾನು ಸಹ ವಿನಾಯಿತಿ ಸಾಧನೆ ಮಾಡಬೇಕೆಂಬ ತುಡಿತವನ್ನು ಹುಟ್ಟಿಸುವ ಅನೇಕ ಧೀಮಂತ ಮಹಿಳೆಯರ ಬರಹಗಳು, ಲೇಖನಗಳು ನೋಡಿದ ಹೆಣ್ಣುಮಕ್ಕಳ ಬದುಕಿಗೆ ಚೇತನಕಾರಿಯಾಗಿವೆ. ಉದಾಹರಣೆಗೆ ಧೀಮಂತ ಪತ್ರಕರ್ತೆ ನಂಜನಗೂಡು ತಿರುಮಲಾಂಬ ತಮ್ಮ ಸಂಪಾದಕತ್ವದ 'ಸತಿ ಹಿತೈಷಿಣಿ' ಮತ್ತು 'ಸಂದಿನಿ' ಪತ್ರಿಕೆಗಳಲ್ಲಿ ನಿಮ್ಮ ಹೆಣ್ಣು ಮಕ್ಕಳಿಗೆ ವಿದ್ಯೆಯೆಂಬ ಕೊಡುಗೆ ನೀಡಿ ಎಂಬ ಬರಹದ ಮೂಲಕ ಹೆಣ್ಣುಮಕ್ಕಳ ಶಿಕ್ಷಣದ ಮಹತ್ವವನ್ನು ಪ್ರತಿಪಾದಿಸಿದ್ದರು.	[44, 686, 440, 754]
closing-line: ಹೆಜ್ಜೆಗಳಲ್ಲಿ ದಿನಪತ್ರಿಕೆಗಳು	[306, 1147, 370, 1157]
belaku-line: ಸರ್ವಜ್ಞನೆ ಇರಲಿ ಮಾಹಿತಿಯ ಅರಿವು	[528, 1205, 620, 1215]
belaku-line: ಕೈಪಿ ತೋರಿಸಿದರು ಗುರುಗಳು ಓಲಗದಲ್ಲಿ	[523, 1238, 625, 1248]
page-number-digit-2: 6	[116, 46, 172, 102]
left-sec1-head: ಶಿಕ್ಷಣ ಮತ್ತು ಸಾಮಾಜಿಕ ಪ್ರಜ್ಞೆ ಬೆಳೆಸಲು ಸಹಕಾರಿ	[44, 514, 190, 525]
belaku-line: ದೂರದೂರಿನ ಊರಿಗೂ ಬೆಳಗೆ ನಿನ್ನ ಗೆಲುವು	[518, 1227, 630, 1237]
left-sec2-text: : ಮಾಹಿತಿ, ಶಿಕ್ಷಣ, ಮಹಿಳಾ ಜಾಗೃತಿ, ಮಹಿಳಾ ಸಾಕ್ಷರತೆ, ಭ್ರೂಣ ಹತ್ಯೆ ತಡೆಯುವ ವಿಚಾರಗಳು, ಉದ್ಯೋಗ ಮಾಹಿತಿ, ಕೌಟುಂಬಿಕ ದೌರ್ಜನ್ಯ ವಿರುದ್ಧ ದನಿ ಎತ್ತುವ ಪ್ರೇರಣೆ, ಸಾಮಾಜಿಕ ಬದಲಾವಣೆಯ ದಿಕ್ಕಿನಲ್ಲಿ ಮಹತ್ವದ ಹೆಜ್ಜೆ ಹೇಗೆ ಪಾತ್ರ ವಹಿಸಬಲ್ಲಳು ಎಂಬುದನ್ನು ದಿನಪತ್ರಿಕೆಗಳು ತಿಳಿಸುತ್ತವೆ.	[44, 551, 440, 585]
right-col-divider	[678, 576, 679, 1000]
belaku-line: ನಿಂತ ನೀರಾದರೂ ಸರಿಯೇ ಕಲಬೆರಕೆಯಾಗದು	[517, 1184, 631, 1194]
closing-line: ಮಹಿಳೆ	[329, 1191, 347, 1201]
closing-line: ವಾಗಿ	[331, 1234, 345, 1244]
author-photo	[44, 270, 140, 382]
paper-title-left: ದಿ	[605, 54, 627, 94]
top-rule	[40, 113, 902, 116]
nagu-line: ಜೀವನದ ಸಾಗರದಲ್ಲಿ ಅಲೆಗಳಂತೆ.	[759, 1119, 845, 1129]
left-intro-body: ನೆಯೇ ಮೊದಲ ಪಾಠಶಾಲೆ ತಾಯಿಯೇ ಮೊದಲ ಗುರು' ಇದು ಕೇವಲ ನಾಣ್ಣುಡಿಯಲ್ಲ ಅಕ್ಷರಶಃ ಸತ್ಯವಾದ ಮಾತುಗಳು. ಬದಲಾಗುತ್ತಿರುವ ಸಮಾಜದಲ್ಲಿ ಹೆಣ್ಣುಮಕ್ಕಳು ತಮ್ಮ ಸಿವಿಲ್-ಗಿರಿಯಗಳನ್ನು ಮತ್ತಷ್ಟು ಹೆಚ್ಚಿಸಿಕೊಳ್ಳಲು ಅಪಾರ ಜ್ಞಾನದ ಅವಶ್ಯಕತೆ ಇದೆ. ಪಠ್ಯಪುಸ್ತಕಗಳನ್ನು ಓದುವುದು ಸರ್ವ ಸಾಮಾನ್ಯ ವಿಷಯ, ಹೆಣ್ಣುಮಕ್ಕಳು ಚಿಕ್ಕ ವಯಸ್ಸಿನಿಂದಲೇ ಕಥೆ, ಕಾದಂಬರಿ, ಕವನಗಳನ್ನು ಓದುವ ಹವ್ಯಾಸವನ್ನು ರೂಢಿಸಿಕೊಂಡಿದ್ದಾರೆ ಅಂದರೆ ಅವರೊಂದು ವಿಶೇಷವೇ ಸರಿ. ದಿನಪತ್ರಿಕೆ, ನಿಯತಕಾಲಿಕೆಗಳನ್ನು ಸಹ ಹೆಣ್ಣುಮಕ್ಕಳು ನಿಯಮಿತವಾಗಿ ಓದುತ್ತಿದ್ದಾರೆ ಎಂದರೆ ಅದೇ ಪ್ರಜ್ಞಾವಂತಿಕೆಯುಡುಕ್ಕೆ ಸಾಕ್ಷಿಯಾಗುತ್ತದೆ. ದಿನಪತ್ರಿಕೆಗಳು ಭೌತಿಕ ರೂಪದಲ್ಲಿರಲಿ ಅಥವಾ ಇ-ಪೇಪರ್ ಗಳಾಗಿರಲಿ ಮಹಿಳೆಯರಿಗೆ ದಿನವಿಡೀ ವೇಳೆಯ ಉತ್ತಮ ಸಂಗಾತಿಗಳಾಗಿವೆ.	[74, 203, 440, 271]
closing-line: ಅಂಶವಾಗಿದೆ. ಮುಖ್ಯವಾಗಿ ಮಹಿಳೆ ತನ್ನ	[288, 1126, 388, 1136]
center-divider	[448, 116, 450, 1414]
right-headline-3: ಅಪಘಾತಗಳಿಗೆ ಹೊಣೆ ಯಾರು..?	[460, 186, 900, 236]
right-headline-1: ಮಂಡಿಪೇಟೆಯಲ್ಲಿ ಹೆಚ್ಚಿದ ವಾಹನ ದಟ್ಟಣೆ	[536, 120, 824, 145]
belaku-title: ಬೆಳಕು	[460, 1022, 690, 1068]
nagu-line: ಅನುಭವಿಸಲು ಹೊರಟಿರುವ ಪಯಣ ಇದು,	[747, 1183, 857, 1193]
